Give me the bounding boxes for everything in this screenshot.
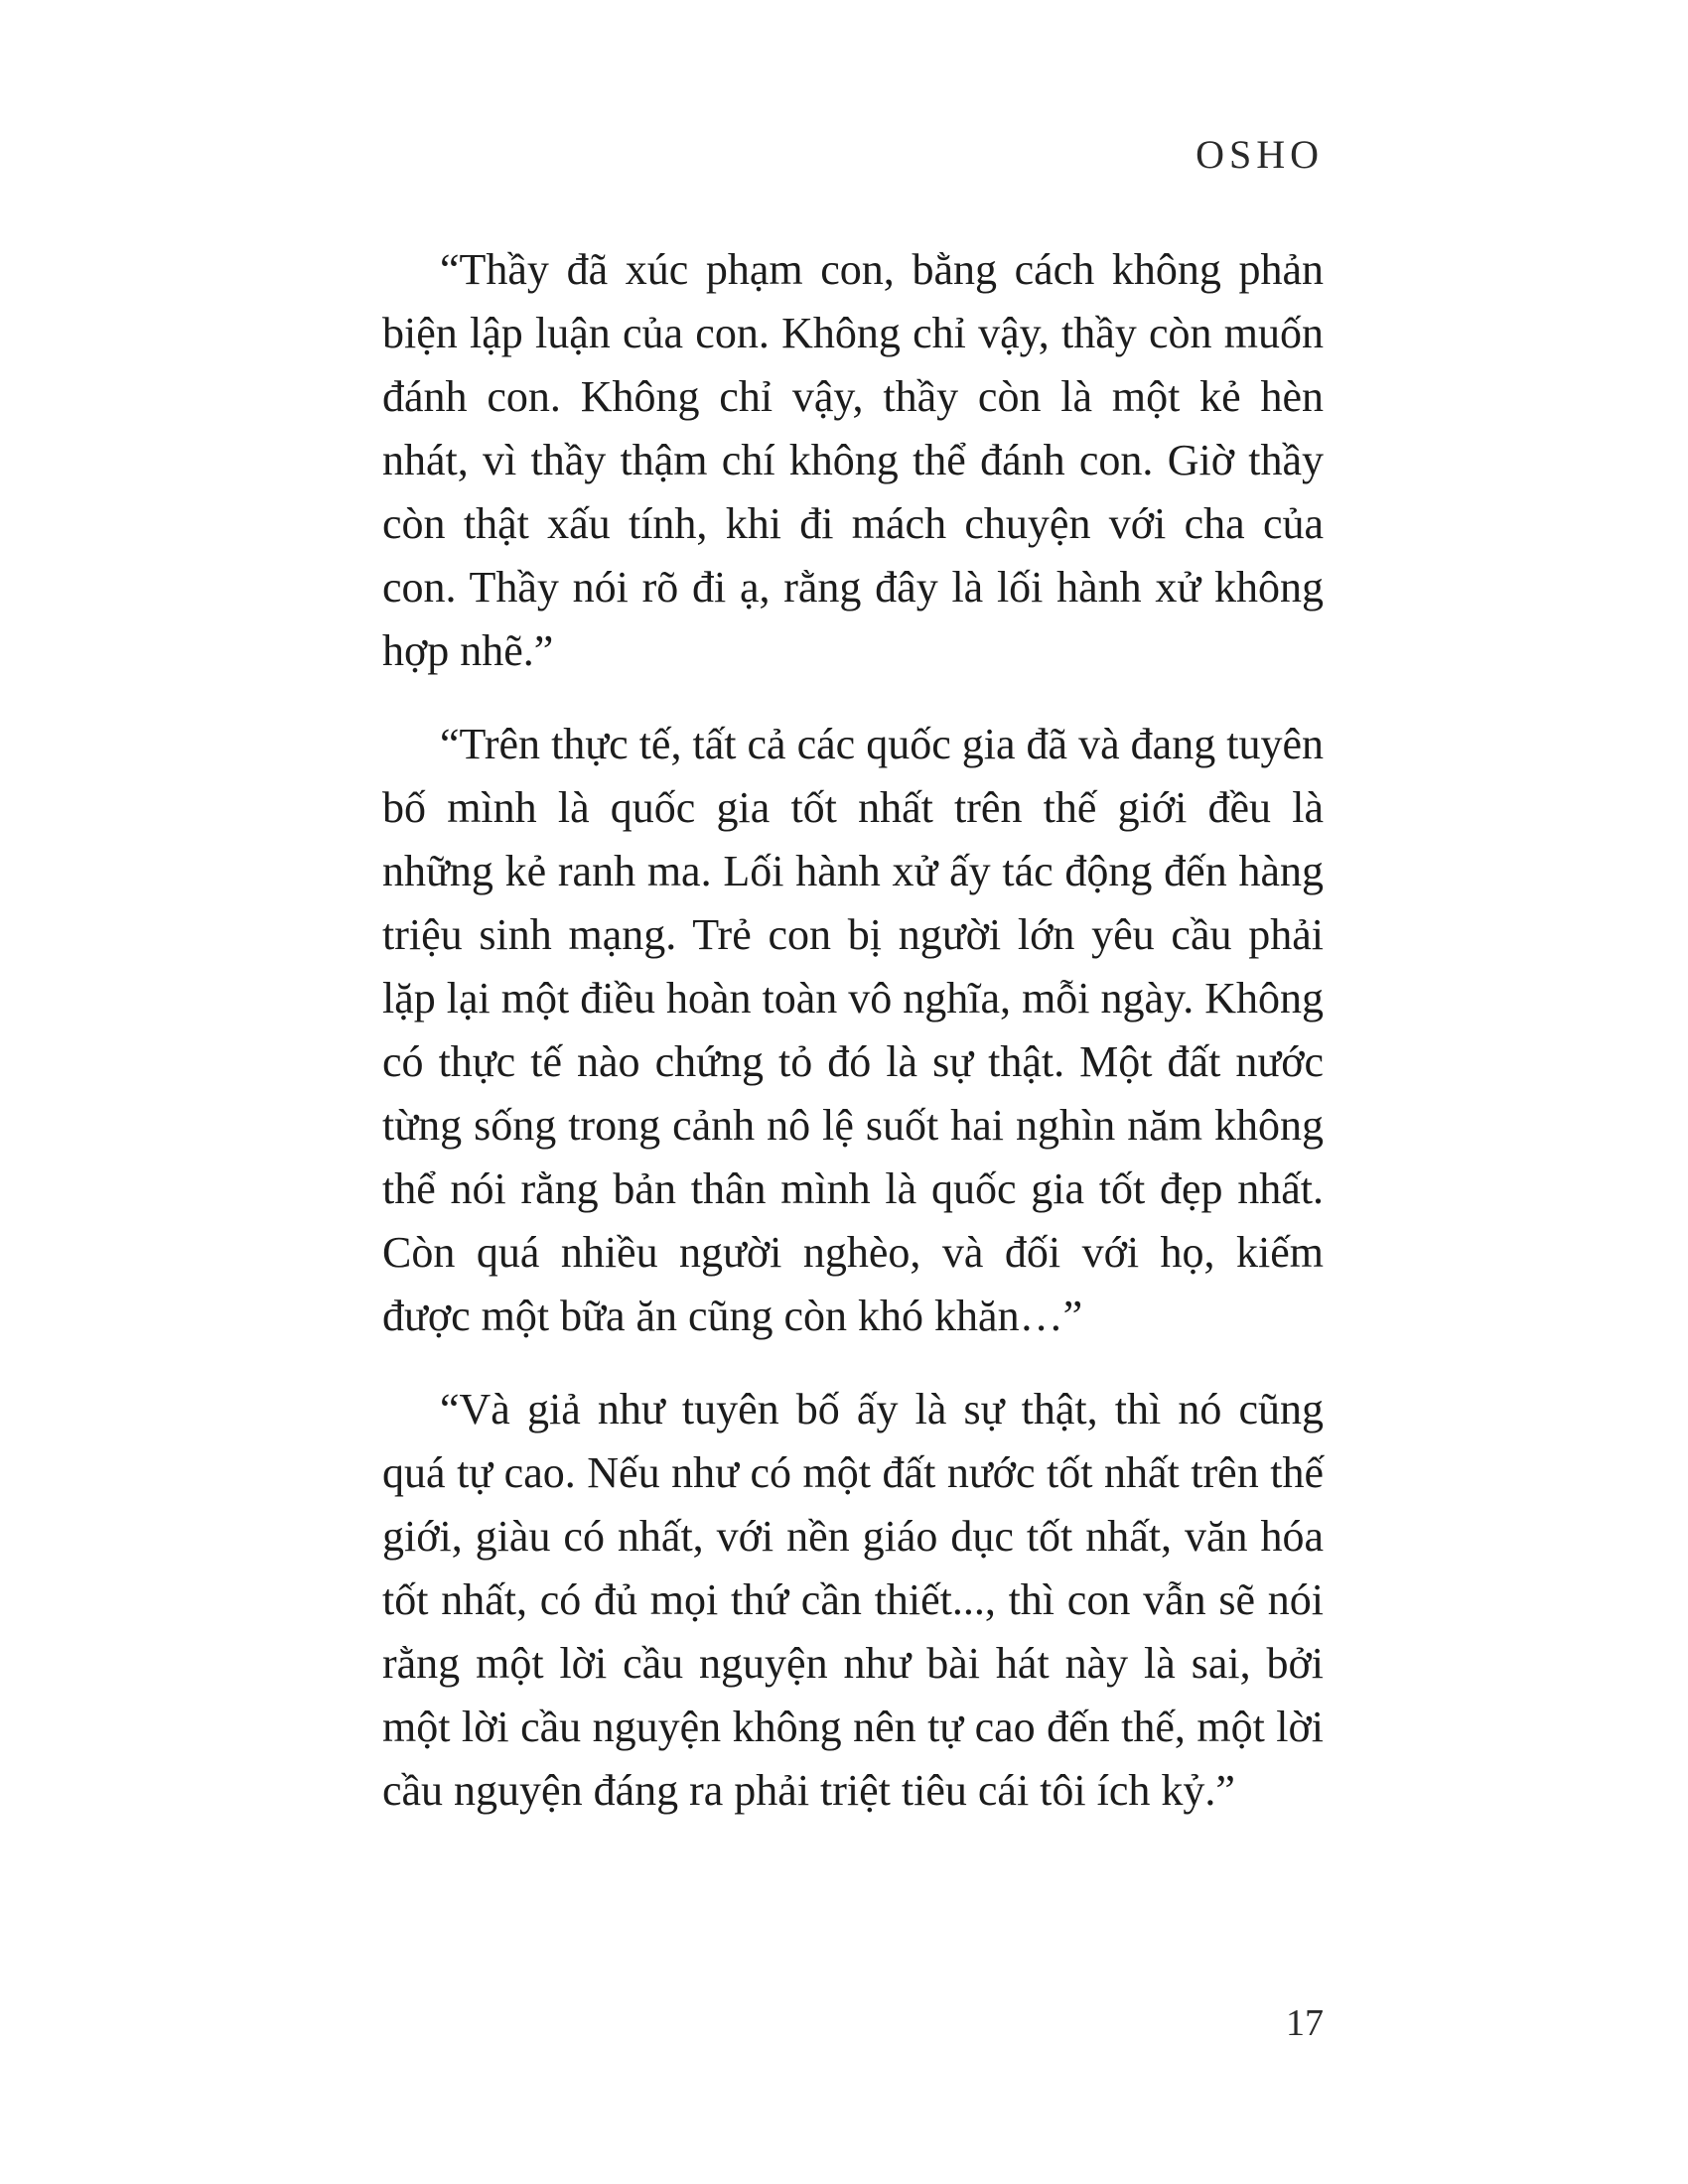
page-number: 17 — [1286, 2002, 1324, 2044]
running-head — [382, 133, 1324, 177]
page-content — [382, 238, 1324, 1852]
paragraph-3: “Và giả như tuyên bố ấy là sự thật, thì nó cũng quá tự cao. Nếu như có một đất nước tốt nhất trên thế giới, giàu có nhất, với nền giáo dục tốt nhất, văn hóa tốt nhất, có đủ mọi thứ cần thiết..., thì con vẫn sẽ nói rằng một lời cầu nguyện như bài hát này là sai, bởi một lời cầu nguyện không nên tự cao đến thế, một lời cầu nguyện đáng ra phải triệt tiêu cái tôi ích kỷ.” — [382, 1385, 1324, 1815]
running-head-text: OSHO — [1196, 132, 1324, 177]
page-footer — [382, 2001, 1324, 2045]
paragraph-2: “Trên thực tế, tất cả các quốc gia đã và đang tuyên bố mình là quốc gia tốt nhất trên thế giới đều là những kẻ ranh ma. Lối hành xử ấy tác động đến hàng triệu sinh mạng. Trẻ con bị người lớn yêu cầu phải lặp lại một điều hoàn toàn vô nghĩa, mỗi ngày. Không có thực tế nào chứng tỏ đó là sự thật. Một đất nước từng sống trong cảnh nô lệ suốt hai nghìn năm không thể nói rằng bản thân mình là quốc gia tốt đẹp nhất. Còn quá nhiều người nghèo, và đối với họ, kiếm được một bữa ăn cũng còn khó khăn…” — [382, 720, 1324, 1340]
paragraph-1: “Thầy đã xúc phạm con, bằng cách không phản biện lập luận của con. Không chỉ vậy, thầy còn muốn đánh con. Không chỉ vậy, thầy còn là một kẻ hèn nhát, vì thầy thậm chí không thể đánh con. Giờ thầy còn thật xấu tính, khi đi mách chuyện với cha của con. Thầy nói rõ đi ạ, rằng đây là lối hành xử không hợp nhẽ.” — [382, 245, 1324, 675]
